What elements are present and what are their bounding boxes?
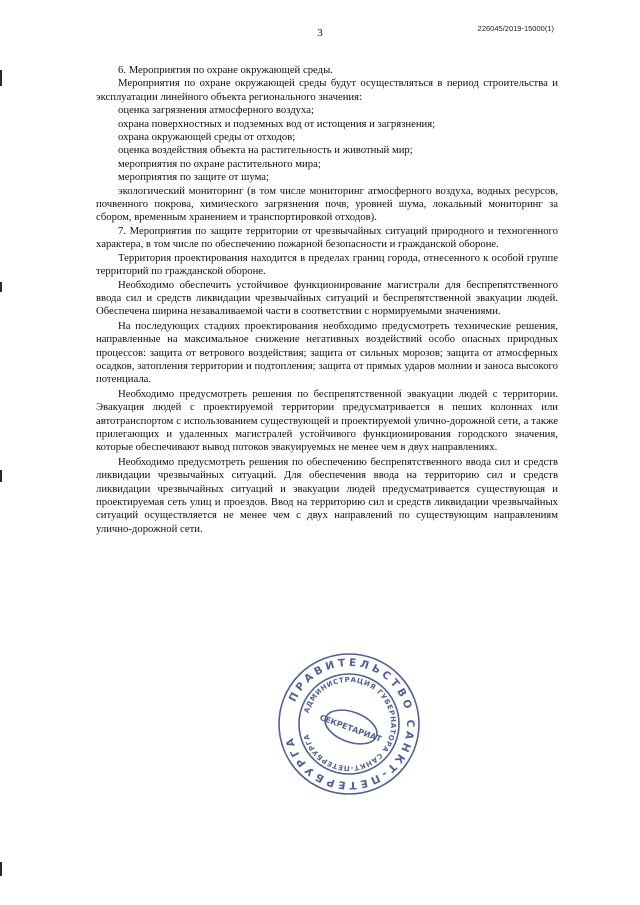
list-item: охрана окружающей среды от отходов; bbox=[118, 131, 296, 144]
document-body bbox=[96, 64, 558, 536]
scan-edge-mark bbox=[0, 470, 2, 482]
list-item: оценка воздействия объекта на растительность и животный мир; bbox=[118, 144, 413, 157]
paragraph: Территория проектирования находится в пределах границ города, отнесенного к особой группе территорий по гражданской обороне. bbox=[96, 251, 558, 278]
section-heading: 7. Мероприятия по защите территории от чрезвычайных ситуаций природного и техногенного характера, в том числе по обеспечению пожарной безопасности и гражданской обороне. bbox=[96, 224, 558, 251]
paragraph: Необходимо предусмотреть решения по обеспечению беспрепятственного ввода сил и средств ликвидации чрезвычайных ситуаций. Для обеспечения ввода на территорию сил и средств ликвидации чрезвычайных ситуаций и эвакуации людей предусматривается существующая и проектируемая сеть улиц и проездов. Ввод на территорию сил и средств ликвидации чрезвычайных ситуаций осуществляется не менее чем с двух направлений по существующим направлениям улично-дорожной сети. bbox=[96, 455, 558, 535]
list-item: оценка загрязнения атмосферного воздуха; bbox=[118, 104, 314, 117]
list-item: экологический мониторинг (в том числе мониторинг атмосферного воздуха, водных ресурсов, почвенного покрова, химического загрязнения почв, уровней шума, локальный мониторинг за сбором, временным хранением и транспортировкой отходов). bbox=[96, 184, 558, 224]
official-seal-stamp bbox=[276, 651, 422, 797]
paragraph: Мероприятия по охране окружающей среды будут осуществляться в период строительства и эксплуатации линейного объекта регионального значения: bbox=[96, 77, 558, 103]
scan-edge-mark bbox=[0, 862, 2, 876]
paragraph: Необходимо обеспечить устойчивое функционирование магистрали для беспрепятственного ввода сил и средств ликвидации чрезвычайных ситуаций и беспрепятственной эвакуации людей. Обеспечена ширина незаваливаемой части в соответствии с нормируемыми значениями. bbox=[96, 278, 558, 318]
scan-edge-mark bbox=[0, 70, 2, 86]
section-heading: 6. Мероприятия по охране окружающей среды. bbox=[118, 64, 333, 76]
stamp-outer-text: ПРАВИТЕЛЬСТВО САНКТ-ПЕТЕРБУРГА bbox=[283, 656, 417, 792]
document-id: 226045/2019-15000(1) bbox=[477, 24, 554, 33]
stamp-inner-text: АДМИНИСТРАЦИЯ ГУБЕРНАТОРА САНКТ-ПЕТЕРБУРГА bbox=[302, 675, 398, 773]
paragraph: Необходимо предусмотреть решения по беспрепятственной эвакуации людей с территории. Эвакуация людей с проектируемой территории предусматривается в пеших колоннах или автотранспортом с использованием существующей и проектируемой улично-дорожной сети, а также прилегающих и удаленных магистралей устойчивого функционирования городского значения, которые обеспечивают вывод потоков эвакуируемых не менее чем в двух направлениях. bbox=[96, 387, 558, 454]
stamp-center-text: СЕКРЕТАРИАТ bbox=[318, 713, 383, 744]
page-number: 3 bbox=[317, 27, 323, 39]
scan-edge-mark bbox=[0, 282, 2, 292]
list-item: мероприятия по охране растительного мира; bbox=[118, 157, 321, 170]
list-item: мероприятия по защите от шума; bbox=[118, 171, 269, 184]
list-item: охрана поверхностных и подземных вод от истощения и загрязнения; bbox=[118, 117, 436, 130]
paragraph: На последующих стадиях проектирования необходимо предусмотреть технические решения, направленные на максимальное снижение негативных воздействий особо опасных природных процессов: защита от ветрового воздействия; защита от сильных морозов; защита от атмосферных осадков, затопления территории и подтопления; защита от прямых ударов молнии и заноса высокого потенциала. bbox=[96, 319, 558, 386]
